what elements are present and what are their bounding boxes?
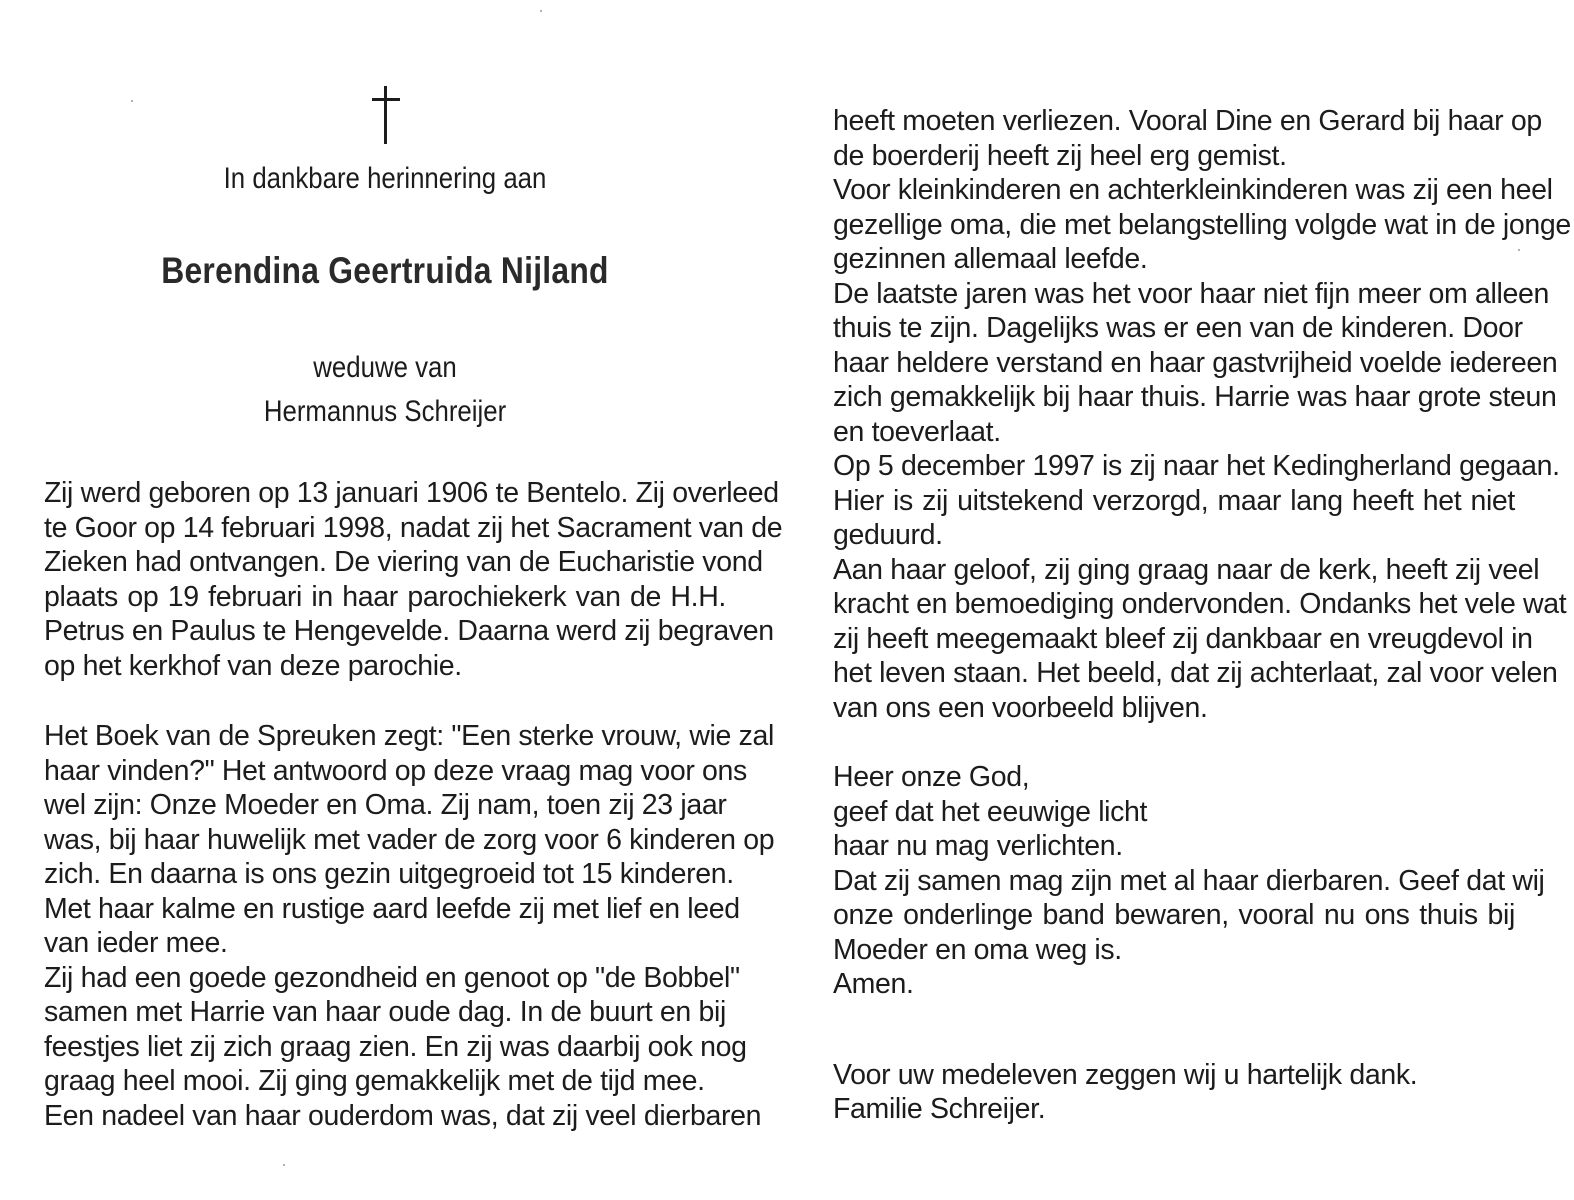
text-line: de boerderij heeft zij heel erg gemist. <box>833 139 1287 172</box>
text-line: van ons een voorbeeld blijven. <box>833 691 1208 724</box>
text-line: samen met Harrie van haar oude dag. In de buurt en bij <box>44 996 726 1028</box>
amen-text: Amen. <box>833 968 914 1000</box>
prayer <box>833 760 1545 1002</box>
text-line: feestjes liet zij zich graag zien. En zij was daarbij ook nog <box>44 1030 747 1063</box>
loss-paragraph <box>833 104 1542 173</box>
text-line: gezellige oma, die met belangstelling volgde wat in de jonge <box>833 208 1571 241</box>
family-signature: Familie Schreijer. <box>833 1093 1046 1125</box>
intro-text: In dankbare herinnering aan <box>223 162 547 195</box>
health-paragraph <box>44 961 762 1134</box>
text-line: Heer onze God, <box>833 761 1030 793</box>
left-column <box>44 476 783 1133</box>
text-line: Zieken had ontvangen. De viering van de Eucharistie vond <box>44 546 763 578</box>
proverbs-paragraph <box>44 719 775 961</box>
text-line: haar heldere verstand en haar gastvrijheid voelde iedereen <box>833 346 1558 379</box>
text-line: zij heeft meegemaakt bleef zij dankbaar en vreugdevol in <box>833 622 1533 655</box>
text-line: Zij werd geboren op 13 januari 1906 te Bentelo. Zij overleed <box>44 477 779 509</box>
spouse-name: Hermannus Schreijer <box>263 395 507 428</box>
text-line: Met haar kalme en rustige aard leefde zij met lief en leed <box>44 892 740 925</box>
last-years-paragraph <box>833 277 1558 450</box>
text-line: van ieder mee. <box>44 927 228 959</box>
scan-speck <box>1518 249 1520 251</box>
scan-speck <box>131 100 133 102</box>
text-line: Een nadeel van haar ouderdom was, dat zij veel dierbaren <box>44 1099 762 1132</box>
text-line: zich gemakkelijk bij haar thuis. Harrie was haar grote steun <box>833 381 1557 413</box>
text-line: Petrus en Paulus te Hengevelde. Daarna werd zij begraven <box>44 615 774 647</box>
cross-icon <box>356 84 416 146</box>
text-line: haar nu mag verlichten. <box>833 830 1123 862</box>
widow-of-label: weduwe van <box>313 351 457 384</box>
text-line: gezinnen allemaal leefde. <box>833 243 1148 275</box>
text-line: plaats op 19 februari in haar parochiekerk van de H.H. <box>44 580 726 613</box>
deceased-name: Berendina Geertruida Nijland <box>161 250 609 291</box>
text-line: Aan haar geloof, zij ging graag naar de kerk, heeft zij veel <box>833 553 1540 586</box>
text-line: geduurd. <box>833 519 943 551</box>
thanks-text: Voor uw medeleven zeggen wij u hartelijk dank. <box>833 1058 1418 1091</box>
text-line: Voor kleinkinderen en achterkleinkinderen was zij een heel <box>833 174 1553 206</box>
text-line: kracht en bemoediging ondervonden. Ondanks het vele wat <box>833 588 1567 620</box>
text-line: het leven staan. Het beeld, dat zij achterlaat, zal voor velen <box>833 657 1558 689</box>
text-line: Moeder en oma weg is. <box>833 933 1122 966</box>
text-line: te Goor op 14 februari 1998, nadat zij het Sacrament van de <box>44 511 783 544</box>
text-line: Hier is zij uitstekend verzorgd, maar lang heeft het niet <box>833 484 1515 517</box>
scan-speck <box>540 10 542 12</box>
right-column <box>833 104 1571 1127</box>
thanks-block <box>833 1058 1515 1127</box>
text-line: zich. En daarna is ons gezin uitgegroeid tot 15 kinderen. <box>44 858 734 890</box>
birth-death-paragraph <box>44 476 783 683</box>
text-line: Dat zij samen mag zijn met al haar dierbaren. Geef dat wij <box>833 864 1545 897</box>
care-home-paragraph <box>833 449 1560 553</box>
text-line: wel zijn: Onze Moeder en Oma. Zij nam, toen zij 23 jaar <box>44 789 727 821</box>
text-line: Zij had een goede gezondheid en genoot op "de Bobbel" <box>44 961 740 994</box>
text-line: De laatste jaren was het voor haar niet fijn meer om alleen <box>833 277 1549 310</box>
text-line: Op 5 december 1997 is zij naar het Kedingherland gegaan. <box>833 450 1560 482</box>
text-line: haar vinden?" Het antwoord op deze vraag mag voor ons <box>44 754 747 787</box>
grandchildren-paragraph <box>833 173 1571 277</box>
text-line: en toeverlaat. <box>833 415 1001 448</box>
text-line: onze onderlinge band bewaren, vooral nu ons thuis bij <box>833 899 1515 931</box>
text-line: op het kerkhof van deze parochie. <box>44 649 462 682</box>
text-line: heeft moeten verliezen. Vooral Dine en Gerard bij haar op <box>833 105 1542 137</box>
scan-speck <box>283 1164 285 1166</box>
faith-paragraph <box>833 553 1567 726</box>
text-line: Het Boek van de Spreuken zegt: "Een sterke vrouw, wie zal <box>44 720 774 752</box>
text-line: geef dat het eeuwige licht <box>833 795 1148 828</box>
text-line: graag heel mooi. Zij ging gemakkelijk met de tijd mee. <box>44 1065 705 1097</box>
text-line: thuis te zijn. Dagelijks was er een van de kinderen. Door <box>833 312 1523 344</box>
text-line: was, bij haar huwelijk met vader de zorg voor 6 kinderen op <box>44 823 775 856</box>
